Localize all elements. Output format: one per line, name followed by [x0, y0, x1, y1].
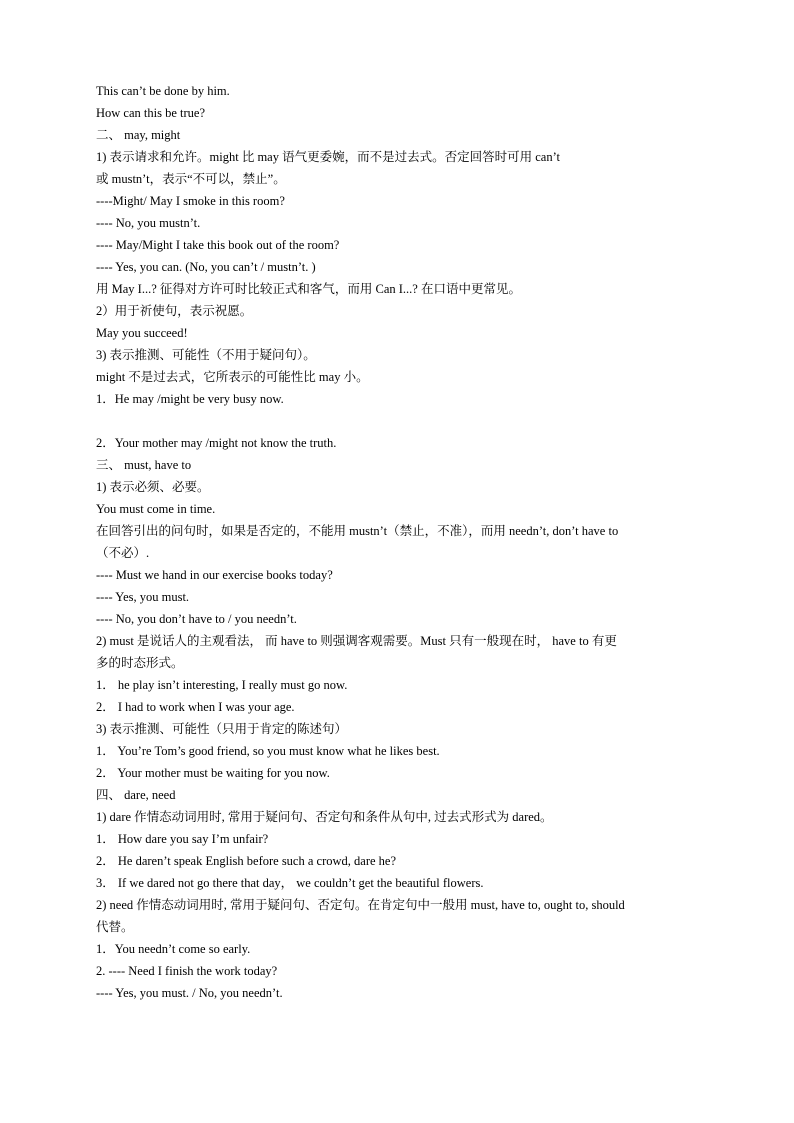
example-line: 1．He may /might be very busy now. — [96, 392, 284, 406]
example-line: 2． I had to work when I was your age. — [96, 700, 295, 714]
example-line: 1．You needn’t come so early. — [96, 942, 251, 956]
text-line: （不必）. — [96, 546, 150, 560]
text-line: 3) 表示推测、可能性（只用于肯定的陈述句） — [96, 722, 348, 736]
text-line: This can’t be done by him. — [96, 84, 230, 98]
example-line: 2． He daren’t speak English before such a crowd, dare he? — [96, 854, 397, 868]
text-line: 或 mustn’t，表示“不可以，禁止”。 — [96, 172, 286, 186]
dialog-line: ---- No, you mustn’t. — [96, 216, 201, 230]
dialog-line: ---- May/Might I take this book out of the room? — [96, 238, 340, 252]
text-line: 1) dare 作情态动词用时, 常用于疑问句、否定句和条件从句中, 过去式形式为 dared。 — [96, 810, 553, 824]
blank-line — [96, 410, 696, 432]
dialog-line: ---- Must we hand in our exercise books today? — [96, 568, 333, 582]
example-line: 2．Your mother may /might not know the truth. — [96, 436, 337, 450]
section-heading: 三、 must, have to — [96, 458, 192, 472]
example-line: 1． How dare you say I’m unfair? — [96, 832, 269, 846]
text-line: 1) 表示请求和允许。might 比 may 语气更委婉，而不是过去式。否定回答时可用 can’t — [96, 150, 560, 164]
section-heading: 二、 may, might — [96, 128, 181, 142]
example-line: 1． he play isn’t interesting, I really must go now. — [96, 678, 348, 692]
text-line: 2) need 作情态动词用时, 常用于疑问句、否定句。在肯定句中一般用 must, have to, ought to, should — [96, 898, 625, 912]
text-line: might 不是过去式，它所表示的可能性比 may 小。 — [96, 370, 369, 384]
text-line: 用 May I...? 征得对方许可时比较正式和客气，而用 Can I...? 在口语中更常见。 — [96, 282, 521, 296]
text-line: How can this be true? — [96, 106, 205, 120]
dialog-line: 2. ---- Need I finish the work today? — [96, 964, 278, 978]
section-heading: 四、 dare, need — [96, 788, 176, 802]
text-line: 2）用于祈使句，表示祝愿。 — [96, 304, 253, 318]
text-line: 多的时态形式。 — [96, 656, 184, 670]
dialog-line: ---- Yes, you must. — [96, 590, 190, 604]
dialog-line: ---- Yes, you can. (No, you can’t / mustn’t. ) — [96, 260, 316, 274]
text-line: 代替。 — [96, 920, 134, 934]
example-line: 2． Your mother must be waiting for you now. — [96, 766, 330, 780]
document-body — [96, 80, 696, 1004]
dialog-line: ---- Yes, you must. / No, you needn’t. — [96, 986, 283, 1000]
example-line: 3． If we dared not go there that day， we couldn’t get the beautiful flowers. — [96, 876, 484, 890]
text-line: 1) 表示必须、必要。 — [96, 480, 210, 494]
example-line: May you succeed! — [96, 326, 188, 340]
dialog-line: ---- No, you don’t have to / you needn’t. — [96, 612, 297, 626]
text-line: 在回答引出的问句时，如果是否定的，不能用 mustn’t（禁止，不准），而用 needn’t, don’t have to — [96, 524, 619, 538]
text-line: 3) 表示推测、可能性（不用于疑问句）。 — [96, 348, 316, 362]
dialog-line: ----Might/ May I smoke in this room? — [96, 194, 285, 208]
text-line: 2) must 是说话人的主观看法， 而 have to 则强调客观需要。Must 只有一般现在时， have to 有更 — [96, 634, 617, 648]
example-line: You must come in time. — [96, 502, 216, 516]
example-line: 1． You’re Tom’s good friend, so you must know what he likes best. — [96, 744, 440, 758]
